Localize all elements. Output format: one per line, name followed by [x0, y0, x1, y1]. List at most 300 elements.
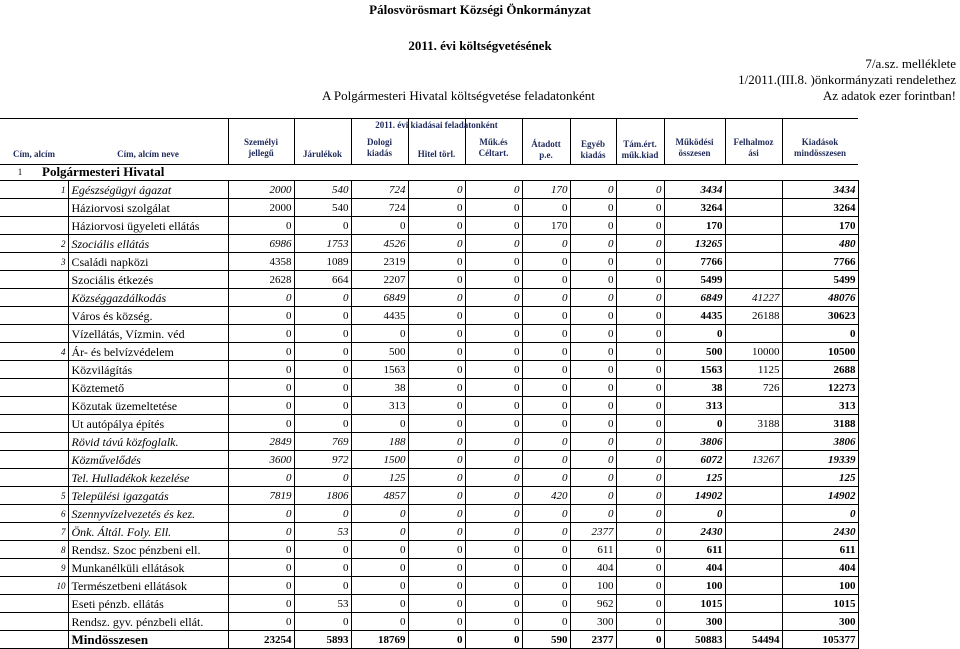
cell-value: 0	[465, 397, 522, 415]
row-number	[40, 361, 68, 379]
cell-value: 38	[664, 379, 725, 397]
cell-value: 0	[351, 595, 408, 613]
cell-value: 188	[351, 433, 408, 451]
cell-value: 0	[228, 217, 294, 235]
cell-value	[725, 217, 782, 235]
cell-value: 0	[228, 307, 294, 325]
total-row	[0, 631, 858, 649]
row-name: Önk. Áltál. Foly. Ell.	[68, 523, 228, 541]
cell-value: 0	[294, 307, 351, 325]
row-name: Eseti pénzb. ellátás	[68, 595, 228, 613]
cell-value: 0	[616, 613, 664, 631]
cell-value: 0	[522, 541, 570, 559]
row-name: Egészségügyi ágazat	[68, 181, 228, 199]
cell-value: 0	[616, 235, 664, 253]
cell-value: 0	[294, 505, 351, 523]
row-name: Közvilágítás	[68, 361, 228, 379]
cell-value: 0	[465, 433, 522, 451]
cell-value: 0	[228, 289, 294, 307]
cell-value: 0	[228, 343, 294, 361]
cell-value: 170	[782, 217, 858, 235]
cell-value: 19339	[782, 451, 858, 469]
col-jarulekok: Járulékok	[302, 149, 342, 159]
section-number: 1	[0, 163, 40, 181]
cell-value: 0	[522, 307, 570, 325]
cell-value: 769	[294, 433, 351, 451]
cell-value: 0	[228, 361, 294, 379]
cell-value: 0	[465, 613, 522, 631]
page-title: Pálosvörösmart Községi Önkormányzat	[369, 2, 591, 17]
row-name: Háziorvosi ügyeleti ellátás	[68, 217, 228, 235]
table-row	[0, 271, 858, 289]
cell-value: 611	[570, 541, 616, 559]
cell-value: 125	[782, 469, 858, 487]
cell-value: 0	[294, 415, 351, 433]
cell-value: 0	[294, 397, 351, 415]
table-row	[0, 559, 858, 577]
cell-value: 53	[294, 523, 351, 541]
budget-year-title: 2011. évi költségvetésének	[408, 38, 552, 53]
row-name: Szociális étkezés	[68, 271, 228, 289]
table-row	[0, 451, 858, 469]
cell-value: 0	[782, 505, 858, 523]
cell-value: 1563	[664, 361, 725, 379]
cell-value	[725, 325, 782, 343]
cell-value: 105377	[782, 631, 858, 649]
cell-value: 2628	[228, 271, 294, 289]
cell-value: 1563	[351, 361, 408, 379]
cell-value: 2430	[664, 523, 725, 541]
cell-value: 0	[294, 469, 351, 487]
cell-value: 0	[408, 523, 465, 541]
cell-value: 0	[465, 235, 522, 253]
cell-value: 0	[408, 487, 465, 505]
cell-value: 3434	[782, 181, 858, 199]
cell-value: 170	[522, 217, 570, 235]
cell-value: 2377	[570, 523, 616, 541]
cell-value: 0	[570, 289, 616, 307]
cell-value: 0	[408, 217, 465, 235]
cell-value: 0	[570, 469, 616, 487]
cell-value: 0	[522, 505, 570, 523]
cell-value: 0	[570, 271, 616, 289]
cell-value: 26188	[725, 307, 782, 325]
cell-value: 38	[351, 379, 408, 397]
cell-value: 0	[616, 343, 664, 361]
cell-value	[725, 559, 782, 577]
row-number: 9	[40, 559, 68, 577]
cell-value: 0	[351, 577, 408, 595]
table-row	[0, 379, 858, 397]
row-spacer	[0, 379, 40, 397]
cell-value: 170	[664, 217, 725, 235]
cell-value: 0	[522, 559, 570, 577]
cell-value: 0	[616, 469, 664, 487]
cell-value: 500	[664, 343, 725, 361]
cell-value: 0	[228, 541, 294, 559]
cell-value: 404	[570, 559, 616, 577]
cell-value: 611	[664, 541, 725, 559]
cell-value: 0	[294, 541, 351, 559]
cell-value: 0	[664, 325, 725, 343]
cell-value: 0	[522, 433, 570, 451]
cell-value: 5499	[664, 271, 725, 289]
row-spacer	[0, 181, 40, 199]
cell-value: 100	[570, 577, 616, 595]
cell-value: 0	[294, 613, 351, 631]
cell-value: 0	[465, 559, 522, 577]
cell-value: 0	[408, 181, 465, 199]
cell-value: 724	[351, 199, 408, 217]
row-number	[40, 379, 68, 397]
cell-value: 4857	[351, 487, 408, 505]
cell-value: 0	[616, 595, 664, 613]
cell-value: 2688	[782, 361, 858, 379]
cell-value: 48076	[782, 289, 858, 307]
cell-value: 0	[522, 613, 570, 631]
cell-value: 4358	[228, 253, 294, 271]
cell-value: 0	[522, 469, 570, 487]
cell-value: 5499	[782, 271, 858, 289]
row-name: Rendsz. Szoc pénzbeni ell.	[68, 541, 228, 559]
cell-value: 0	[616, 523, 664, 541]
cell-value: 3806	[664, 433, 725, 451]
cell-value: 0	[294, 559, 351, 577]
cell-value: 0	[465, 289, 522, 307]
cell-value: 0	[570, 307, 616, 325]
row-number: 8	[40, 541, 68, 559]
cell-value: 10000	[725, 343, 782, 361]
row-spacer	[0, 451, 40, 469]
cell-value: 0	[465, 631, 522, 649]
cell-value: 0	[616, 181, 664, 199]
cell-value: 0	[408, 289, 465, 307]
cell-value: 2000	[228, 181, 294, 199]
row-name: Vízellátás, Vízmin. véd	[68, 325, 228, 343]
col-felhalm: Felhalmoz ási	[733, 137, 774, 158]
row-name: Községgazdálkodás	[68, 289, 228, 307]
row-name: Tel. Hulladékok kezelése	[68, 469, 228, 487]
cell-value: 0	[228, 379, 294, 397]
cell-value: 4435	[351, 307, 408, 325]
cell-value: 313	[664, 397, 725, 415]
row-spacer	[0, 559, 40, 577]
cell-value: 4435	[664, 307, 725, 325]
row-spacer	[0, 217, 40, 235]
cell-value: 0	[616, 271, 664, 289]
cell-value: 3264	[664, 199, 725, 217]
cell-value: 0	[351, 559, 408, 577]
cell-value: 0	[616, 541, 664, 559]
cell-value: 0	[408, 595, 465, 613]
cell-value: 0	[228, 505, 294, 523]
row-number	[40, 469, 68, 487]
row-number	[40, 217, 68, 235]
cell-value: 0	[228, 325, 294, 343]
row-name: Szennyvízelvezetés és kez.	[68, 505, 228, 523]
cell-value: 0	[465, 451, 522, 469]
row-name: Rövid távú közfoglalk.	[68, 433, 228, 451]
cell-value: 2319	[351, 253, 408, 271]
cell-value: 0	[408, 613, 465, 631]
cell-value: 0	[351, 505, 408, 523]
cell-value	[725, 253, 782, 271]
budget-table	[0, 163, 859, 649]
cell-value: 0	[522, 397, 570, 415]
cell-value: 0	[408, 271, 465, 289]
table-row	[0, 577, 858, 595]
col-hitel: Hitel törl.	[417, 149, 456, 159]
cell-value	[725, 397, 782, 415]
cell-value: 0	[616, 505, 664, 523]
row-number: 7	[40, 523, 68, 541]
row-spacer	[0, 253, 40, 271]
col-tam: Tám.ért. műk.kiad	[621, 139, 659, 160]
row-number: 10	[40, 577, 68, 595]
cell-value: 0	[228, 577, 294, 595]
cell-value: 1753	[294, 235, 351, 253]
cell-value: 0	[465, 415, 522, 433]
cell-value: 0	[616, 577, 664, 595]
cell-value: 0	[570, 343, 616, 361]
cell-value: 0	[465, 541, 522, 559]
cell-value: 0	[616, 379, 664, 397]
col-cim: Cím, alcím	[13, 149, 55, 159]
cell-value	[725, 505, 782, 523]
cell-value: 1015	[664, 595, 725, 613]
cell-value: 0	[465, 307, 522, 325]
cell-value: 0	[782, 325, 858, 343]
row-number: 4	[40, 343, 68, 361]
cell-value: 0	[408, 307, 465, 325]
table-row	[0, 613, 858, 631]
cell-value	[725, 613, 782, 631]
row-spacer	[0, 199, 40, 217]
cell-value: 0	[522, 253, 570, 271]
cell-value: 0	[408, 397, 465, 415]
cell-value: 0	[570, 433, 616, 451]
table-row	[0, 235, 858, 253]
row-name: Természetbeni ellátások	[68, 577, 228, 595]
cell-value: 0	[228, 397, 294, 415]
cell-value: 0	[294, 325, 351, 343]
cell-value: 0	[294, 343, 351, 361]
cell-value: 0	[522, 289, 570, 307]
row-spacer	[0, 415, 40, 433]
cell-value: 3434	[664, 181, 725, 199]
cell-value: 611	[782, 541, 858, 559]
row-name: Köztemető	[68, 379, 228, 397]
row-name: Ut autópálya építés	[68, 415, 228, 433]
cell-value: 100	[782, 577, 858, 595]
cell-value: 0	[228, 613, 294, 631]
cell-value: 0	[616, 361, 664, 379]
cell-value: 125	[351, 469, 408, 487]
cell-value: 0	[408, 379, 465, 397]
cell-value: 0	[664, 505, 725, 523]
cell-value: 0	[570, 217, 616, 235]
table-header	[0, 118, 858, 165]
cell-value: 0	[465, 595, 522, 613]
cell-value: 500	[351, 343, 408, 361]
row-spacer	[0, 343, 40, 361]
row-number	[40, 289, 68, 307]
cell-value: 0	[351, 523, 408, 541]
cell-value: 0	[522, 271, 570, 289]
row-number: 1	[40, 181, 68, 199]
cell-value: 7766	[782, 253, 858, 271]
cell-value: 0	[522, 343, 570, 361]
cell-value: 0	[522, 415, 570, 433]
cell-value	[725, 487, 782, 505]
table-row	[0, 343, 858, 361]
row-number: 3	[40, 253, 68, 271]
cell-value: 4526	[351, 235, 408, 253]
table-row	[0, 469, 858, 487]
row-spacer	[0, 469, 40, 487]
row-number: 6	[40, 505, 68, 523]
cell-value: 0	[522, 235, 570, 253]
cell-value: 0	[664, 415, 725, 433]
cell-value: 12273	[782, 379, 858, 397]
col-atadott: Átadott p.e.	[531, 139, 561, 160]
cell-value: 590	[522, 631, 570, 649]
cell-value: 2377	[570, 631, 616, 649]
cell-value	[725, 199, 782, 217]
cell-value: 0	[408, 577, 465, 595]
section-row	[0, 163, 858, 181]
cell-value: 1806	[294, 487, 351, 505]
cell-value: 50883	[664, 631, 725, 649]
cell-value: 0	[465, 487, 522, 505]
cell-value: 0	[522, 577, 570, 595]
row-number	[40, 595, 68, 613]
cell-value: 0	[465, 199, 522, 217]
cell-value	[725, 433, 782, 451]
cell-value: 0	[408, 343, 465, 361]
row-name: Közművelődés	[68, 451, 228, 469]
row-spacer	[0, 361, 40, 379]
cell-value: 0	[351, 325, 408, 343]
row-spacer	[0, 577, 40, 595]
cell-value: 0	[408, 361, 465, 379]
row-name: Város és község.	[68, 307, 228, 325]
cell-value: 313	[782, 397, 858, 415]
row-name: Rendsz. gyv. pénzbeli ellát.	[68, 613, 228, 631]
cell-value: 0	[351, 541, 408, 559]
cell-value: 0	[570, 415, 616, 433]
cell-value: 2430	[782, 523, 858, 541]
cell-value: 0	[408, 451, 465, 469]
col-szemelyi: Személyi jellegű	[244, 137, 278, 158]
cell-value: 0	[351, 217, 408, 235]
table-row	[0, 325, 858, 343]
cell-value: 0	[522, 325, 570, 343]
cell-value: 0	[570, 253, 616, 271]
cell-value: 0	[228, 595, 294, 613]
cell-value: 100	[664, 577, 725, 595]
cell-value: 0	[616, 631, 664, 649]
row-name: Ár- és belvízvédelem	[68, 343, 228, 361]
cell-value: 6849	[351, 289, 408, 307]
table-row	[0, 217, 858, 235]
cell-value: 726	[725, 379, 782, 397]
cell-value: 2207	[351, 271, 408, 289]
cell-value: 0	[570, 451, 616, 469]
cell-value: 6072	[664, 451, 725, 469]
cell-value: 0	[616, 253, 664, 271]
cell-value: 0	[570, 235, 616, 253]
cell-value: 0	[408, 433, 465, 451]
cell-value: 0	[465, 271, 522, 289]
table-row	[0, 307, 858, 325]
row-spacer	[0, 487, 40, 505]
cell-value: 3188	[725, 415, 782, 433]
cell-value: 0	[570, 361, 616, 379]
cell-value: 3264	[782, 199, 858, 217]
table-row	[0, 181, 858, 199]
row-number	[40, 271, 68, 289]
cell-value: 0	[465, 181, 522, 199]
cell-value: 300	[782, 613, 858, 631]
cell-value: 0	[522, 451, 570, 469]
cell-value: 0	[408, 505, 465, 523]
row-number	[40, 325, 68, 343]
cell-value: 540	[294, 199, 351, 217]
cell-value: 0	[408, 559, 465, 577]
row-name: Települési igazgatás	[68, 487, 228, 505]
cell-value: 13267	[725, 451, 782, 469]
cell-value	[725, 469, 782, 487]
cell-value: 0	[570, 325, 616, 343]
table-row	[0, 523, 858, 541]
cell-value: 54494	[725, 631, 782, 649]
cell-value: 53	[294, 595, 351, 613]
unit-note: Az adatok ezer forintban!	[822, 88, 956, 103]
row-number	[40, 631, 68, 649]
cell-value: 1015	[782, 595, 858, 613]
cell-value: 0	[465, 505, 522, 523]
cell-value: 14902	[782, 487, 858, 505]
row-number	[40, 199, 68, 217]
row-spacer	[0, 289, 40, 307]
cell-value: 0	[616, 433, 664, 451]
table-row	[0, 487, 858, 505]
table-row	[0, 397, 858, 415]
cell-value: 0	[408, 325, 465, 343]
cell-value: 170	[522, 181, 570, 199]
cell-value: 0	[616, 325, 664, 343]
cell-value: 41227	[725, 289, 782, 307]
row-number	[40, 433, 68, 451]
row-name: Szociális ellátás	[68, 235, 228, 253]
annex-label: 7/a.sz. melléklete	[865, 56, 956, 71]
row-number: 2	[40, 235, 68, 253]
cell-value: 0	[465, 577, 522, 595]
row-spacer	[0, 397, 40, 415]
cell-value: 0	[408, 415, 465, 433]
table-subtitle: A Polgármesteri Hivatal költségvetése feladatonként	[322, 88, 595, 103]
cell-value: 0	[408, 199, 465, 217]
cell-value: 0	[570, 199, 616, 217]
cell-value: 7819	[228, 487, 294, 505]
col-muk: Műk.és Céltart.	[478, 137, 509, 158]
col-dologi: Dologi kiadás	[366, 137, 392, 158]
row-spacer	[0, 307, 40, 325]
cell-value: 0	[465, 325, 522, 343]
row-spacer	[0, 631, 40, 649]
cell-value: 313	[351, 397, 408, 415]
